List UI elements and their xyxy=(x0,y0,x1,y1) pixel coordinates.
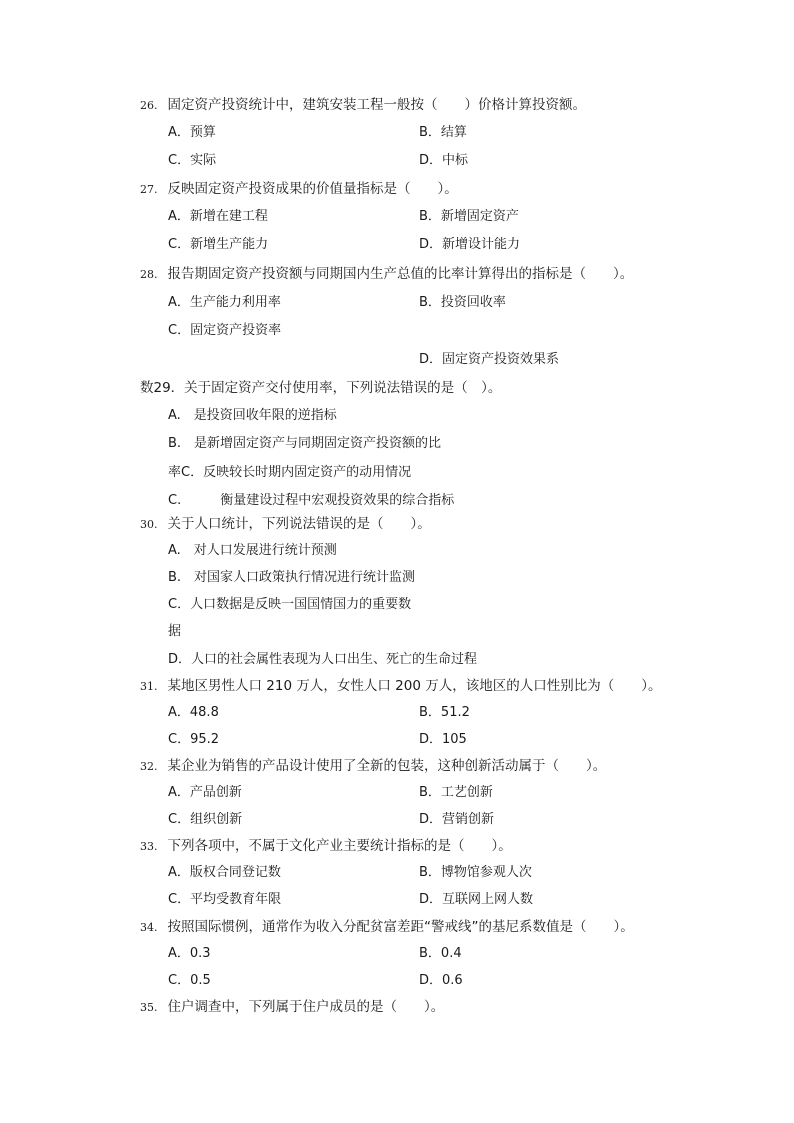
question-text: 固定资产投资统计中，建筑安装工程一般按（ ）价格计算投资额。 xyxy=(167,97,586,113)
question-33 xyxy=(140,837,512,856)
question-26 xyxy=(140,96,586,115)
question-number: 31. xyxy=(140,680,158,693)
question-text: 反映固定资产投资成果的价值量指标是（ ）。 xyxy=(167,181,458,197)
option-a: A．产品创新 xyxy=(168,785,242,800)
option-c-continued: 据 xyxy=(168,624,182,639)
option-c: C．新增生产能力 xyxy=(168,237,269,252)
option-d: D．营销创新 xyxy=(419,812,495,827)
option-b: B．新增固定资产 xyxy=(419,209,519,224)
option-b: B．0.4 xyxy=(419,946,462,961)
option-a: A．新增在建工程 xyxy=(168,209,268,224)
question-number: 32. xyxy=(140,760,158,773)
option-b: B．投资回收率 xyxy=(419,295,506,310)
question-text: 报告期固定资产投资额与同期国内生产总值的比率计算得出的指标是（ ）。 xyxy=(167,266,634,282)
option-c: C．平均受教育年限 xyxy=(168,892,282,907)
question-number: 28. xyxy=(140,268,158,281)
option-d: D．中标 xyxy=(419,153,469,168)
option-a: A．生产能力利用率 xyxy=(168,295,281,310)
option-a: A．0.3 xyxy=(168,946,211,961)
option-a: A．48.8 xyxy=(168,705,219,720)
option-d: D．固定资产投资效果系 xyxy=(419,352,560,367)
option-c: C．95.2 xyxy=(168,732,220,747)
question-text: 某地区男性人口 210 万人，女性人口 200 万人，该地区的人口性别比为（ ）。 xyxy=(167,678,662,694)
option-b: B．工艺创新 xyxy=(419,785,493,800)
option-b: B．结算 xyxy=(419,125,467,140)
option-a: A．预算 xyxy=(168,125,216,140)
question-34 xyxy=(140,918,634,937)
question-text: 某企业为销售的产品设计使用了全新的包装，这种创新活动属于（ ）。 xyxy=(167,758,607,774)
option-c: C．固定资产投资率 xyxy=(168,323,282,338)
question-number: 26. xyxy=(140,99,158,112)
option-c: C．人口数据是反映一国国情国力的重要数 xyxy=(168,597,412,612)
option-b: B．51.2 xyxy=(419,705,470,720)
question-28 xyxy=(140,265,633,284)
option-b: B. 是新增固定资产与同期固定资产投资额的比 xyxy=(168,436,442,451)
option-d: D．新增设计能力 xyxy=(419,237,521,252)
option-d: C. 衡量建设过程中宏观投资效果的综合指标 xyxy=(168,493,455,508)
question-27 xyxy=(140,180,458,199)
option-c: C．实际 xyxy=(168,153,217,168)
option-c: 率C．反映较长时期内固定资产的动用情况 xyxy=(168,465,412,480)
option-d: D．0.6 xyxy=(419,973,463,988)
question-number: 33. xyxy=(140,840,158,853)
option-d: D．105 xyxy=(419,732,467,747)
question-number: 34. xyxy=(140,921,158,934)
option-c: C．0.5 xyxy=(168,973,211,988)
question-text: 关于人口统计，下列说法错误的是（ ）。 xyxy=(167,516,431,532)
option-a: A. 对人口发展进行统计预测 xyxy=(168,543,337,558)
question-30 xyxy=(140,515,431,534)
question-number: 27. xyxy=(140,183,158,196)
question-31 xyxy=(140,677,661,696)
question-29: 数29．关于固定资产交付使用率，下列说法错误的是（ ）。 xyxy=(140,380,502,396)
option-c: C．组织创新 xyxy=(168,812,243,827)
option-b: B. 对国家人口政策执行情况进行统计监测 xyxy=(168,570,416,585)
question-number: 35. xyxy=(140,1001,158,1014)
option-b: B．博物馆参观人次 xyxy=(419,865,532,880)
option-d: D．互联网上网人数 xyxy=(419,892,534,907)
question-32 xyxy=(140,757,606,776)
question-text: 下列各项中，不属于文化产业主要统计指标的是（ ）。 xyxy=(167,838,512,854)
option-a: A．版权合同登记数 xyxy=(168,865,281,880)
question-35 xyxy=(140,998,444,1017)
question-text: 按照国际惯例，通常作为收入分配贫富差距“警戒线”的基尼系数值是（ ）。 xyxy=(167,919,634,935)
question-text: 住户调查中，下列属于住户成员的是（ ）。 xyxy=(167,999,445,1015)
option-d: D．人口的社会属性表现为人口出生、死亡的生命过程 xyxy=(168,652,478,667)
question-number: 30. xyxy=(140,518,158,531)
option-a: A. 是投资回收年限的逆指标 xyxy=(168,408,337,423)
